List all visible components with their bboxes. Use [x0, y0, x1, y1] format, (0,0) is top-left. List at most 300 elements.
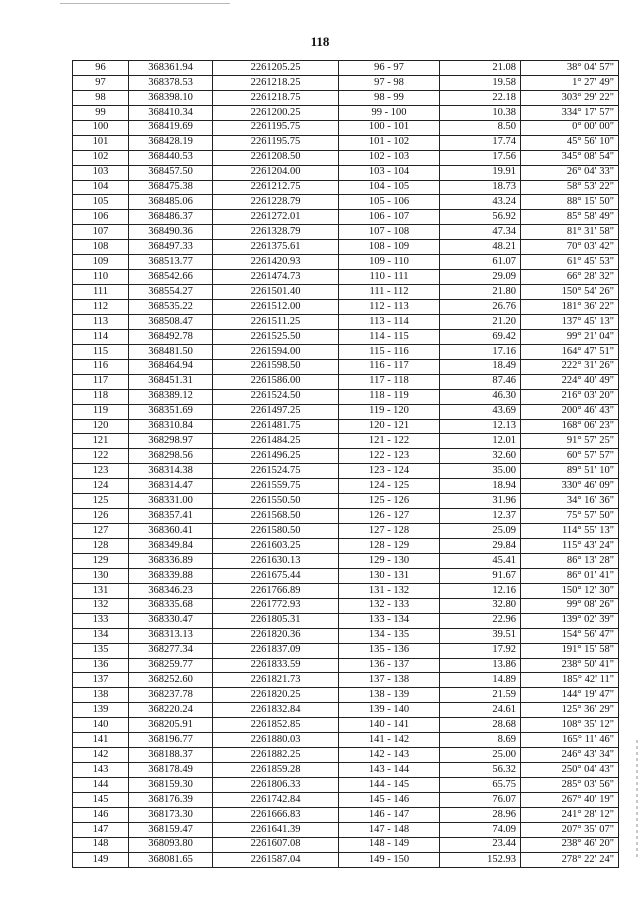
segment-cell: 129 - 130: [339, 553, 440, 568]
length-cell: 22.96: [440, 613, 521, 628]
length-cell: 46.30: [440, 389, 521, 404]
length-cell: 43.24: [440, 195, 521, 210]
x-coordinate-cell: 368457.50: [129, 165, 213, 180]
y-coordinate-cell: 2261195.75: [213, 135, 339, 150]
y-coordinate-cell: 2261218.25: [213, 75, 339, 90]
length-cell: 35.00: [440, 464, 521, 479]
y-coordinate-cell: 2261587.04: [213, 852, 339, 867]
x-coordinate-cell: 368176.39: [129, 792, 213, 807]
bearing-cell: 81° 31' 58": [521, 225, 619, 240]
y-coordinate-cell: 2261821.73: [213, 673, 339, 688]
segment-cell: 106 - 107: [339, 210, 440, 225]
table-row: [73, 329, 619, 344]
segment-cell: 107 - 108: [339, 225, 440, 240]
x-coordinate-cell: 368188.37: [129, 748, 213, 763]
bearing-cell: 154° 56' 47": [521, 628, 619, 643]
y-coordinate-cell: 2261200.25: [213, 105, 339, 120]
x-coordinate-cell: 368485.06: [129, 195, 213, 210]
bearing-cell: 66° 28' 32": [521, 270, 619, 285]
table-row: [73, 479, 619, 494]
point-number-cell: 113: [73, 314, 129, 329]
x-coordinate-cell: 368351.69: [129, 404, 213, 419]
x-coordinate-cell: 368542.66: [129, 270, 213, 285]
point-number-cell: 145: [73, 792, 129, 807]
length-cell: 56.92: [440, 210, 521, 225]
segment-cell: 141 - 142: [339, 733, 440, 748]
length-cell: 12.16: [440, 583, 521, 598]
segment-cell: 136 - 137: [339, 658, 440, 673]
table-row: [73, 374, 619, 389]
length-cell: 22.18: [440, 90, 521, 105]
x-coordinate-cell: 368481.50: [129, 344, 213, 359]
length-cell: 152.93: [440, 852, 521, 867]
x-coordinate-cell: 368451.31: [129, 374, 213, 389]
bearing-cell: 26° 04' 33": [521, 165, 619, 180]
y-coordinate-cell: 2261228.79: [213, 195, 339, 210]
point-number-cell: 112: [73, 300, 129, 315]
length-cell: 25.00: [440, 748, 521, 763]
segment-cell: 128 - 129: [339, 539, 440, 554]
point-number-cell: 149: [73, 852, 129, 867]
segment-cell: 110 - 111: [339, 270, 440, 285]
table-row: [73, 434, 619, 449]
length-cell: 39.51: [440, 628, 521, 643]
point-number-cell: 106: [73, 210, 129, 225]
segment-cell: 123 - 124: [339, 464, 440, 479]
segment-cell: 144 - 145: [339, 778, 440, 793]
point-number-cell: 115: [73, 344, 129, 359]
segment-cell: 147 - 148: [339, 822, 440, 837]
length-cell: 32.80: [440, 598, 521, 613]
point-number-cell: 108: [73, 240, 129, 255]
table-row: [73, 464, 619, 479]
point-number-cell: 147: [73, 822, 129, 837]
x-coordinate-cell: 368410.34: [129, 105, 213, 120]
segment-cell: 120 - 121: [339, 419, 440, 434]
y-coordinate-cell: 2261375.61: [213, 240, 339, 255]
table-row: [73, 255, 619, 270]
x-coordinate-cell: 368331.00: [129, 494, 213, 509]
segment-cell: 148 - 149: [339, 837, 440, 852]
coordinates-table-body: [73, 61, 619, 868]
table-row: [73, 852, 619, 867]
x-coordinate-cell: 368335.68: [129, 598, 213, 613]
length-cell: 12.13: [440, 419, 521, 434]
bearing-cell: 86° 01' 41": [521, 568, 619, 583]
x-coordinate-cell: 368513.77: [129, 255, 213, 270]
length-cell: 10.38: [440, 105, 521, 120]
length-cell: 28.68: [440, 718, 521, 733]
length-cell: 76.07: [440, 792, 521, 807]
y-coordinate-cell: 2261832.84: [213, 703, 339, 718]
segment-cell: 115 - 116: [339, 344, 440, 359]
segment-cell: 98 - 99: [339, 90, 440, 105]
segment-cell: 119 - 120: [339, 404, 440, 419]
y-coordinate-cell: 2261859.28: [213, 763, 339, 778]
segment-cell: 133 - 134: [339, 613, 440, 628]
y-coordinate-cell: 2261880.03: [213, 733, 339, 748]
table-row: [73, 822, 619, 837]
length-cell: 43.69: [440, 404, 521, 419]
y-coordinate-cell: 2261837.09: [213, 643, 339, 658]
y-coordinate-cell: 2261805.31: [213, 613, 339, 628]
bearing-cell: 45° 56' 10": [521, 135, 619, 150]
y-coordinate-cell: 2261568.50: [213, 509, 339, 524]
segment-cell: 149 - 150: [339, 852, 440, 867]
bearing-cell: 168° 06' 23": [521, 419, 619, 434]
bearing-cell: 85° 58' 49": [521, 210, 619, 225]
length-cell: 17.16: [440, 344, 521, 359]
point-number-cell: 116: [73, 359, 129, 374]
segment-cell: 99 - 100: [339, 105, 440, 120]
x-coordinate-cell: 368173.30: [129, 807, 213, 822]
segment-cell: 122 - 123: [339, 449, 440, 464]
segment-cell: 100 - 101: [339, 120, 440, 135]
length-cell: 24.61: [440, 703, 521, 718]
point-number-cell: 99: [73, 105, 129, 120]
bearing-cell: 222° 31' 26": [521, 359, 619, 374]
segment-cell: 108 - 109: [339, 240, 440, 255]
bearing-cell: 238° 46' 20": [521, 837, 619, 852]
y-coordinate-cell: 2261594.00: [213, 344, 339, 359]
point-number-cell: 119: [73, 404, 129, 419]
segment-cell: 131 - 132: [339, 583, 440, 598]
bearing-cell: 150° 12' 30": [521, 583, 619, 598]
length-cell: 21.08: [440, 61, 521, 76]
x-coordinate-cell: 368339.88: [129, 568, 213, 583]
y-coordinate-cell: 2261603.25: [213, 539, 339, 554]
segment-cell: 102 - 103: [339, 150, 440, 165]
table-row: [73, 509, 619, 524]
table-row: [73, 389, 619, 404]
coordinates-table: [72, 60, 619, 868]
table-row: [73, 792, 619, 807]
x-coordinate-cell: 368178.49: [129, 763, 213, 778]
point-number-cell: 148: [73, 837, 129, 852]
x-coordinate-cell: 368389.12: [129, 389, 213, 404]
table-row: [73, 404, 619, 419]
bearing-cell: 70° 03' 42": [521, 240, 619, 255]
bearing-cell: 200° 46' 43": [521, 404, 619, 419]
x-coordinate-cell: 368314.47: [129, 479, 213, 494]
table-row: [73, 658, 619, 673]
table-row: [73, 300, 619, 315]
y-coordinate-cell: 2261208.50: [213, 150, 339, 165]
table-row: [73, 628, 619, 643]
bearing-cell: 185° 42' 11": [521, 673, 619, 688]
segment-cell: 109 - 110: [339, 255, 440, 270]
point-number-cell: 109: [73, 255, 129, 270]
length-cell: 18.49: [440, 359, 521, 374]
segment-cell: 111 - 112: [339, 285, 440, 300]
y-coordinate-cell: 2261524.75: [213, 464, 339, 479]
y-coordinate-cell: 2261630.13: [213, 553, 339, 568]
x-coordinate-cell: 368508.47: [129, 314, 213, 329]
y-coordinate-cell: 2261212.75: [213, 180, 339, 195]
point-number-cell: 96: [73, 61, 129, 76]
point-number-cell: 123: [73, 464, 129, 479]
x-coordinate-cell: 368554.27: [129, 285, 213, 300]
point-number-cell: 124: [73, 479, 129, 494]
point-number-cell: 103: [73, 165, 129, 180]
segment-cell: 125 - 126: [339, 494, 440, 509]
bearing-cell: 108° 35' 12": [521, 718, 619, 733]
bearing-cell: 144° 19' 47": [521, 688, 619, 703]
point-number-cell: 100: [73, 120, 129, 135]
point-number-cell: 126: [73, 509, 129, 524]
bearing-cell: 191° 15' 58": [521, 643, 619, 658]
table-row: [73, 75, 619, 90]
y-coordinate-cell: 2261820.36: [213, 628, 339, 643]
x-coordinate-cell: 368349.84: [129, 539, 213, 554]
y-coordinate-cell: 2261204.00: [213, 165, 339, 180]
point-number-cell: 143: [73, 763, 129, 778]
table-row: [73, 539, 619, 554]
point-number-cell: 142: [73, 748, 129, 763]
segment-cell: 134 - 135: [339, 628, 440, 643]
bearing-cell: 241° 28' 12": [521, 807, 619, 822]
table-row: [73, 688, 619, 703]
x-coordinate-cell: 368298.97: [129, 434, 213, 449]
y-coordinate-cell: 2261481.75: [213, 419, 339, 434]
table-row: [73, 314, 619, 329]
length-cell: 17.56: [440, 150, 521, 165]
bearing-cell: 267° 40' 19": [521, 792, 619, 807]
bearing-cell: 164° 47' 51": [521, 344, 619, 359]
segment-cell: 137 - 138: [339, 673, 440, 688]
length-cell: 29.84: [440, 539, 521, 554]
segment-cell: 105 - 106: [339, 195, 440, 210]
y-coordinate-cell: 2261195.75: [213, 120, 339, 135]
table-row: [73, 598, 619, 613]
x-coordinate-cell: 368314.38: [129, 464, 213, 479]
top-rule: [60, 3, 230, 4]
length-cell: 45.41: [440, 553, 521, 568]
length-cell: 31.96: [440, 494, 521, 509]
y-coordinate-cell: 2261501.40: [213, 285, 339, 300]
y-coordinate-cell: 2261524.50: [213, 389, 339, 404]
table-row: [73, 90, 619, 105]
bearing-cell: 89° 51' 10": [521, 464, 619, 479]
length-cell: 65.75: [440, 778, 521, 793]
table-row: [73, 359, 619, 374]
point-number-cell: 141: [73, 733, 129, 748]
table-row: [73, 583, 619, 598]
segment-cell: 140 - 141: [339, 718, 440, 733]
scan-artifact: [636, 740, 638, 860]
point-number-cell: 129: [73, 553, 129, 568]
segment-cell: 124 - 125: [339, 479, 440, 494]
y-coordinate-cell: 2261420.93: [213, 255, 339, 270]
bearing-cell: 0° 00' 00": [521, 120, 619, 135]
x-coordinate-cell: 368159.30: [129, 778, 213, 793]
bearing-cell: 75° 57' 50": [521, 509, 619, 524]
segment-cell: 138 - 139: [339, 688, 440, 703]
length-cell: 18.73: [440, 180, 521, 195]
x-coordinate-cell: 368398.10: [129, 90, 213, 105]
length-cell: 25.09: [440, 524, 521, 539]
x-coordinate-cell: 368535.22: [129, 300, 213, 315]
point-number-cell: 131: [73, 583, 129, 598]
y-coordinate-cell: 2261559.75: [213, 479, 339, 494]
table-row: [73, 449, 619, 464]
point-number-cell: 105: [73, 195, 129, 210]
segment-cell: 112 - 113: [339, 300, 440, 315]
x-coordinate-cell: 368464.94: [129, 359, 213, 374]
bearing-cell: 60° 57' 57": [521, 449, 619, 464]
bearing-cell: 86° 13' 28": [521, 553, 619, 568]
segment-cell: 97 - 98: [339, 75, 440, 90]
bearing-cell: 303° 29' 22": [521, 90, 619, 105]
point-number-cell: 102: [73, 150, 129, 165]
table-row: [73, 195, 619, 210]
x-coordinate-cell: 368298.56: [129, 449, 213, 464]
length-cell: 32.60: [440, 449, 521, 464]
y-coordinate-cell: 2261598.50: [213, 359, 339, 374]
y-coordinate-cell: 2261550.50: [213, 494, 339, 509]
bearing-cell: 88° 15' 50": [521, 195, 619, 210]
point-number-cell: 122: [73, 449, 129, 464]
y-coordinate-cell: 2261205.25: [213, 61, 339, 76]
x-coordinate-cell: 368220.24: [129, 703, 213, 718]
bearing-cell: 114° 55' 13": [521, 524, 619, 539]
segment-cell: 101 - 102: [339, 135, 440, 150]
segment-cell: 145 - 146: [339, 792, 440, 807]
bearing-cell: 139° 02' 39": [521, 613, 619, 628]
point-number-cell: 140: [73, 718, 129, 733]
x-coordinate-cell: 368093.80: [129, 837, 213, 852]
x-coordinate-cell: 368357.41: [129, 509, 213, 524]
table-row: [73, 807, 619, 822]
length-cell: 23.44: [440, 837, 521, 852]
point-number-cell: 97: [73, 75, 129, 90]
segment-cell: 104 - 105: [339, 180, 440, 195]
length-cell: 19.58: [440, 75, 521, 90]
segment-cell: 103 - 104: [339, 165, 440, 180]
table-row: [73, 344, 619, 359]
segment-cell: 132 - 133: [339, 598, 440, 613]
x-coordinate-cell: 368361.94: [129, 61, 213, 76]
bearing-cell: 216° 03' 20": [521, 389, 619, 404]
segment-cell: 139 - 140: [339, 703, 440, 718]
bearing-cell: 125° 36' 29": [521, 703, 619, 718]
y-coordinate-cell: 2261218.75: [213, 90, 339, 105]
bearing-cell: 238° 50' 41": [521, 658, 619, 673]
segment-cell: 146 - 147: [339, 807, 440, 822]
segment-cell: 118 - 119: [339, 389, 440, 404]
x-coordinate-cell: 368330.47: [129, 613, 213, 628]
length-cell: 8.50: [440, 120, 521, 135]
table-row: [73, 613, 619, 628]
length-cell: 26.76: [440, 300, 521, 315]
length-cell: 87.46: [440, 374, 521, 389]
point-number-cell: 125: [73, 494, 129, 509]
x-coordinate-cell: 368310.84: [129, 419, 213, 434]
segment-cell: 143 - 144: [339, 763, 440, 778]
point-number-cell: 139: [73, 703, 129, 718]
bearing-cell: 58° 53' 22": [521, 180, 619, 195]
x-coordinate-cell: 368196.77: [129, 733, 213, 748]
bearing-cell: 165° 11' 46": [521, 733, 619, 748]
length-cell: 12.01: [440, 434, 521, 449]
y-coordinate-cell: 2261484.25: [213, 434, 339, 449]
segment-cell: 127 - 128: [339, 524, 440, 539]
point-number-cell: 101: [73, 135, 129, 150]
length-cell: 61.07: [440, 255, 521, 270]
bearing-cell: 91° 57' 25": [521, 434, 619, 449]
segment-cell: 135 - 136: [339, 643, 440, 658]
segment-cell: 121 - 122: [339, 434, 440, 449]
x-coordinate-cell: 368237.78: [129, 688, 213, 703]
length-cell: 21.59: [440, 688, 521, 703]
point-number-cell: 132: [73, 598, 129, 613]
segment-cell: 126 - 127: [339, 509, 440, 524]
table-row: [73, 240, 619, 255]
x-coordinate-cell: 368336.89: [129, 553, 213, 568]
length-cell: 13.86: [440, 658, 521, 673]
x-coordinate-cell: 368490.36: [129, 225, 213, 240]
y-coordinate-cell: 2261852.85: [213, 718, 339, 733]
length-cell: 17.74: [440, 135, 521, 150]
x-coordinate-cell: 368492.78: [129, 329, 213, 344]
y-coordinate-cell: 2261525.50: [213, 329, 339, 344]
bearing-cell: 99° 21' 04": [521, 329, 619, 344]
bearing-cell: 207° 35' 07": [521, 822, 619, 837]
table-row: [73, 748, 619, 763]
bearing-cell: 1° 27' 49": [521, 75, 619, 90]
x-coordinate-cell: 368440.53: [129, 150, 213, 165]
page-number: 118: [310, 34, 330, 49]
point-number-cell: 121: [73, 434, 129, 449]
table-row: [73, 718, 619, 733]
bearing-cell: 278° 22' 24": [521, 852, 619, 867]
y-coordinate-cell: 2261806.33: [213, 778, 339, 793]
y-coordinate-cell: 2261641.39: [213, 822, 339, 837]
y-coordinate-cell: 2261607.08: [213, 837, 339, 852]
table-row: [73, 673, 619, 688]
bearing-cell: 99° 08' 26": [521, 598, 619, 613]
table-row: [73, 225, 619, 240]
table-row: [73, 763, 619, 778]
length-cell: 56.32: [440, 763, 521, 778]
table-row: [73, 135, 619, 150]
table-row: [73, 837, 619, 852]
point-number-cell: 130: [73, 568, 129, 583]
y-coordinate-cell: 2261328.79: [213, 225, 339, 240]
table-row: [73, 165, 619, 180]
point-number-cell: 118: [73, 389, 129, 404]
length-cell: 91.67: [440, 568, 521, 583]
point-number-cell: 111: [73, 285, 129, 300]
bearing-cell: 250° 04' 43": [521, 763, 619, 778]
y-coordinate-cell: 2261882.25: [213, 748, 339, 763]
bearing-cell: 150° 54' 26": [521, 285, 619, 300]
segment-cell: 117 - 118: [339, 374, 440, 389]
x-coordinate-cell: 368475.38: [129, 180, 213, 195]
length-cell: 18.94: [440, 479, 521, 494]
point-number-cell: 133: [73, 613, 129, 628]
y-coordinate-cell: 2261272.01: [213, 210, 339, 225]
bearing-cell: 224° 40' 49": [521, 374, 619, 389]
length-cell: 21.80: [440, 285, 521, 300]
point-number-cell: 120: [73, 419, 129, 434]
segment-cell: 130 - 131: [339, 568, 440, 583]
bearing-cell: 246° 43' 34": [521, 748, 619, 763]
y-coordinate-cell: 2261742.84: [213, 792, 339, 807]
bearing-cell: 330° 46' 09": [521, 479, 619, 494]
length-cell: 69.42: [440, 329, 521, 344]
length-cell: 12.37: [440, 509, 521, 524]
